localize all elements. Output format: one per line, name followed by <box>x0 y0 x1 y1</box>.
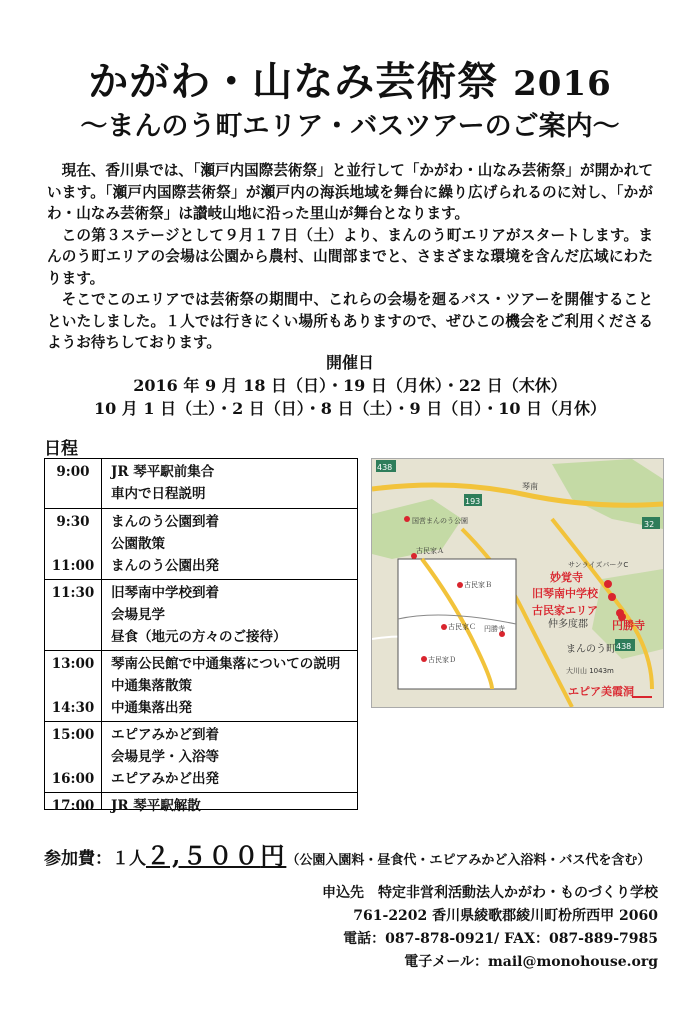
schedule-desc: 公園散策 <box>111 536 165 552</box>
schedule-row <box>45 533 357 555</box>
map-enshoji: 円勝寺 <box>612 619 645 632</box>
map-kominka-a: 古民家Ａ <box>416 547 444 555</box>
schedule-block <box>45 508 357 579</box>
schedule-row <box>45 653 357 675</box>
schedule-table <box>44 458 358 814</box>
schedule-row <box>45 461 357 483</box>
schedule-time: 9:00 <box>56 464 90 480</box>
schedule-row <box>45 483 357 505</box>
schedule-row <box>45 724 357 746</box>
schedule-time: 15:00 <box>51 727 95 743</box>
map-enshoji-small: 円勝寺 <box>484 625 505 633</box>
map-park-label: 国営まんのう公園 <box>412 517 468 525</box>
map-mountain: 大川山 1043m <box>566 667 614 675</box>
schedule-desc: JR 琴平駅前集合 <box>111 464 215 480</box>
schedule-block <box>45 459 357 508</box>
schedule-block <box>45 579 357 650</box>
map-kominka-area: 古民家エリア <box>532 604 598 617</box>
schedule-row <box>45 555 357 577</box>
schedule-desc: 車内で日程説明 <box>111 486 206 502</box>
schedule-row <box>45 582 357 604</box>
route-map <box>371 458 664 708</box>
intro-paragraph-1: 現在、香川県では、「瀬戸内国際芸術祭」と並行して「かがわ・山なみ芸術祭」が開かれています。「瀬戸内国際芸術祭」が瀬戸内の海浜地域を舞台に繰り広げられるのに対し、「かがわ・山なみ芸術祭」は讃岐山地に沿った里山が舞台となります。 <box>47 162 653 222</box>
map-graphic <box>372 459 663 707</box>
contact-address: 761-2202 香川県綾歌郡綾川町枌所西甲 2060 <box>353 908 658 924</box>
map-route-438-label: 438 <box>377 463 393 472</box>
fee-amount: ２,５００ <box>146 841 261 870</box>
map-manno-town: まんのう町 <box>566 644 616 655</box>
map-kominka-b: 古民家Ｂ <box>464 581 492 589</box>
schedule-desc: 旧琴南中学校到着 <box>111 585 219 601</box>
schedule-time: 13:00 <box>51 656 95 672</box>
schedule-desc: 会場見学 <box>111 607 165 623</box>
map-kominka-d: 古民家Ｄ <box>428 656 456 664</box>
schedule-desc: JR 琴平駅解散 <box>111 798 201 814</box>
map-area-top: 琴南 <box>522 482 538 491</box>
schedule-desc: 昼食（地元の方々のご接待） <box>111 629 287 645</box>
contact-email: 電子メール：mail@monohouse.org <box>404 954 658 970</box>
contact-phone: 電話：087-878-0921/ FAX：087-889-7985 <box>343 931 658 947</box>
map-route-438b-label: 438 <box>616 642 632 651</box>
schedule-time: 9:30 <box>56 514 90 530</box>
schedule-row <box>45 768 357 790</box>
map-kotonami-school: 旧琴南中学校 <box>532 587 598 600</box>
map-myokakuji: 妙覚寺 <box>550 571 583 584</box>
schedule-desc: まんのう公園出発 <box>111 558 219 574</box>
schedule-desc: 会場見学・入浴等 <box>111 749 219 765</box>
schedule-time: 11:30 <box>51 585 95 601</box>
schedule-row <box>45 675 357 697</box>
contact-label: 申込先 <box>322 885 364 901</box>
schedule-block <box>45 792 357 819</box>
dates-line-1: 2016 年 9 月 18 日（日）・19 日（月休）・22 日（木休） <box>133 376 567 395</box>
schedule-row <box>45 604 357 626</box>
intro-paragraph-3: そこでこのエリアでは芸術祭の期間中、これらの会場を廻るバス・ツアーを開催することといたしました。１人では行きにくい場所もありますので、ぜひこの機会をご利用くださるようお待ちしております。 <box>47 291 653 351</box>
schedule-block <box>45 721 357 792</box>
schedule-time: 11:00 <box>51 558 95 574</box>
map-route-32-label: 32 <box>644 520 655 529</box>
map-epia: エピア美霞洞 <box>568 685 634 698</box>
schedule-desc: 中通集落散策 <box>111 678 192 694</box>
schedule-row <box>45 746 357 768</box>
fee-line <box>44 836 650 871</box>
schedule-desc: エピアみかど到着 <box>111 727 219 743</box>
schedule-row <box>45 626 357 648</box>
schedule-time: 17:00 <box>51 798 95 814</box>
dates-line-2: 10 月 1 日（土）・2 日（日）・8 日（土）・9 日（日）・10 日（月休） <box>93 399 607 418</box>
map-nakatado: 仲多度郡 <box>548 619 588 630</box>
page-title <box>0 50 700 107</box>
schedule-row <box>45 795 357 817</box>
schedule-row <box>45 511 357 533</box>
intro-text <box>47 160 653 354</box>
title-year: 2016 <box>513 64 612 104</box>
fee-note: （公園入園料・昼食代・エピアみかど入浴料・バス代を含む） <box>286 853 651 868</box>
map-route-193-label: 193 <box>465 497 481 506</box>
fee-label: 参加費：１人 <box>44 849 146 869</box>
schedule-block <box>45 650 357 721</box>
dates-heading: 開催日 <box>325 353 374 372</box>
page-subtitle: 〜まんのう町エリア・バスツアーのご案内〜 <box>80 111 620 142</box>
schedule-time: 16:00 <box>51 771 95 787</box>
fee-unit: 円 <box>260 841 287 870</box>
schedule-desc: まんのう公園到着 <box>111 514 219 530</box>
intro-paragraph-2: この第３ステージとして９月１７日（土）より、まんのう町エリアがスタートします。まんのう町エリアの会場は公園から農村、山間部までと、さまざまな環境を含んだ広域にわたります。 <box>47 226 653 287</box>
title-text: かがわ・山なみ芸術祭 <box>88 58 499 105</box>
contact-org: 特定非営利活動法人かがわ・ものづくり学校 <box>378 885 658 901</box>
schedule-time: 14:30 <box>51 700 95 716</box>
schedule-desc: エピアみかど出発 <box>111 771 219 787</box>
map-kominka-c: 古民家Ｃ <box>448 623 476 631</box>
map-sunrise: サンライズパークC <box>568 561 629 569</box>
schedule-desc: 琴南公民館で中通集落についての説明 <box>111 656 341 672</box>
schedule-row <box>45 697 357 719</box>
contact-block <box>322 882 658 974</box>
schedule-desc: 中通集落出発 <box>111 700 192 716</box>
schedule-heading: 日程 <box>44 439 78 459</box>
